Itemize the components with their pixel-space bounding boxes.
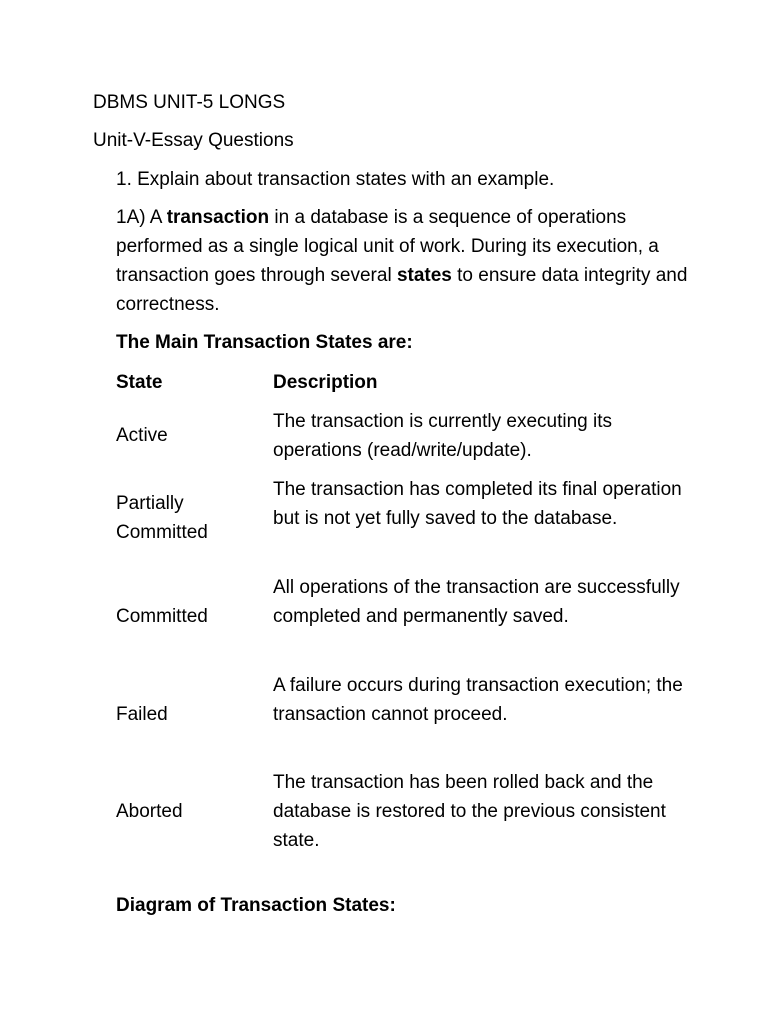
header-state: State	[116, 372, 163, 393]
table-cell-state: Partially Committed	[116, 493, 208, 543]
table-cell-state: Failed	[116, 704, 168, 725]
question-text: 1. Explain about transaction states with an example.	[116, 169, 555, 190]
table-cell-state: Aborted	[116, 801, 183, 822]
table-cell-description: A failure occurs during transaction execution; the transaction cannot proceed.	[273, 675, 683, 725]
answer-term-transaction: transaction	[166, 207, 270, 228]
answer-paragraph	[116, 203, 696, 319]
table-cell-description: The transaction has completed its final operation but is not yet fully saved to the database.	[273, 479, 682, 529]
table-cell-state: Active	[116, 425, 168, 446]
table-cell-description: The transaction is currently executing its operations (read/write/update).	[273, 411, 612, 461]
table-cell-description: All operations of the transaction are successfully completed and permanently saved.	[273, 577, 680, 627]
table-cell-state: Committed	[116, 606, 208, 627]
answer-suffix: to ensure data integrity and correctness.	[116, 265, 688, 315]
document-title: DBMS UNIT-5 LONGS	[93, 92, 286, 113]
document-subtitle: Unit-V-Essay Questions	[93, 130, 294, 151]
diagram-heading: Diagram of Transaction States:	[116, 895, 396, 916]
answer-term-states: states	[396, 265, 452, 286]
answer-middle: in a database is a sequence of operations performed as a single logical unit of work. During its execution, a transaction goes through several	[116, 207, 659, 286]
section-heading: The Main Transaction States are:	[116, 332, 413, 353]
answer-prefix: 1A) A	[116, 207, 167, 228]
table-cell-description: The transaction has been rolled back and the database is restored to the previous consistent state.	[273, 772, 666, 851]
header-description: Description	[273, 372, 378, 393]
